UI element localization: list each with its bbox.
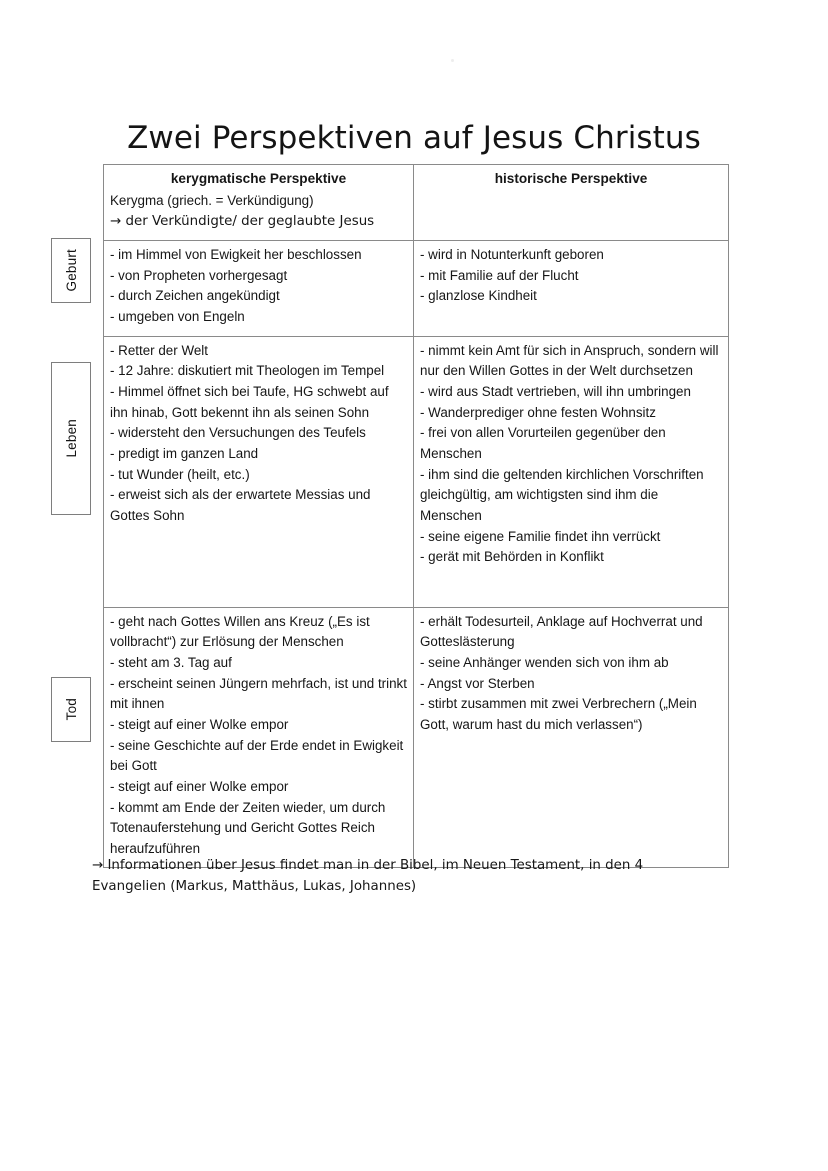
- list-item: - im Himmel von Ewigkeit her beschlossen: [110, 247, 362, 263]
- list-item: - umgeben von Engeln: [110, 309, 245, 325]
- cell-tod-historical: [414, 607, 729, 868]
- list-item: - Himmel öffnet sich bei Taufe, HG schwebt auf ihn hinab, Gott bekennt ihn als seinen Sohn: [110, 384, 389, 420]
- list-item: - 12 Jahre: diskutiert mit Theologen im Tempel: [110, 363, 385, 379]
- list-item: - steigt auf einer Wolke empor: [110, 778, 289, 794]
- list-item: - erscheint seinen Jüngern mehrfach, ist und trinkt mit ihnen: [110, 675, 407, 712]
- list-item: - seine eigene Familie findet ihn verrückt: [420, 528, 661, 544]
- table-row-leben: [104, 336, 729, 607]
- list-item: - predigt im ganzen Land: [110, 445, 259, 461]
- list-item: - mit Familie auf der Flucht: [420, 267, 579, 283]
- page-title: Zwei Perspektiven auf Jesus Christus: [127, 119, 701, 156]
- side-label-geburt: [51, 238, 91, 303]
- cell-tod-kerygmatic: [104, 607, 414, 868]
- table-row-tod: [104, 607, 729, 868]
- side-label-geburt-text: Geburt: [63, 249, 79, 292]
- list-item: - glanzlose Kindheit: [420, 288, 537, 304]
- list-item: - Wanderprediger ohne festen Wohnsitz: [420, 404, 656, 420]
- kerygma-explanation-line: → der Verkündigte/ der geglaubte Jesus: [110, 213, 375, 229]
- list-tod-kerygmatic: [110, 612, 407, 860]
- list-item: - seine Anhänger wenden sich von ihm ab: [420, 655, 669, 671]
- list-geburt-kerygmatic: [110, 245, 407, 328]
- cell-geburt-historical: [414, 241, 729, 337]
- footnote-sources: → Informationen über Jesus findet man in der Bibel, im Neuen Testament, in den 4 Evangelien (Markus, Matthäus, Lukas, Johannes): [92, 858, 644, 895]
- list-item: - Retter der Welt: [110, 342, 208, 358]
- list-leben-kerygmatic: [110, 341, 407, 527]
- side-label-leben: [51, 362, 91, 515]
- list-item: - kommt am Ende der Zeiten wieder, um durch Totenauferstehung und Gericht Gottes Reich heraufzuführen: [110, 799, 386, 856]
- column-header-kerygmatic: kerygmatische Perspektive: [170, 171, 347, 186]
- side-label-tod-text: Tod: [63, 698, 79, 721]
- scan-artifact-dot: [451, 59, 454, 62]
- list-item: - seine Geschichte auf der Erde endet in Ewigkeit bei Gott: [110, 737, 404, 774]
- list-geburt-historical: [420, 245, 722, 307]
- list-item: - gerät mit Behörden in Konflikt: [420, 549, 604, 565]
- list-tod-historical: [420, 612, 722, 736]
- list-item: - ihm sind die geltenden kirchlichen Vorschriften gleichgültig, am wichtigsten sind ihm die Menschen: [420, 466, 704, 523]
- list-leben-historical: [420, 341, 722, 568]
- list-item: - nimmt kein Amt für sich in Anspruch, sondern will nur den Willen Gottes in der Welt durchsetzen: [420, 342, 719, 379]
- list-item: - stirbt zusammen mit zwei Verbrechern („Mein Gott, warum hast du mich verlassen“): [420, 696, 697, 732]
- table-row-geburt: [104, 241, 729, 337]
- list-item: - steigt auf einer Wolke empor: [110, 716, 289, 732]
- list-item: - widersteht den Versuchungen des Teufels: [110, 425, 366, 441]
- cell-leben-kerygmatic: [104, 336, 414, 607]
- list-item: - frei von allen Vorurteilen gegenüber den Menschen: [420, 425, 666, 461]
- list-item: - wird aus Stadt vertrieben, will ihn umbringen: [420, 384, 691, 400]
- list-item: - steht am 3. Tag auf: [110, 655, 232, 671]
- header-cell-kerygmatic: [104, 165, 414, 241]
- list-item: - wird in Notunterkunft geboren: [420, 247, 604, 263]
- list-item: - geht nach Gottes Willen ans Kreuz („Es ist vollbracht“) zur Erlösung der Menschen: [110, 613, 370, 650]
- table-header-row: [104, 165, 729, 241]
- list-item: - erweist sich als der erwartete Messias und Gottes Sohn: [110, 487, 371, 523]
- perspectives-table: [103, 164, 729, 868]
- column-header-historical: historische Perspektive: [494, 171, 648, 186]
- side-label-leben-text: Leben: [63, 419, 79, 458]
- side-label-tod: [51, 677, 91, 742]
- cell-geburt-kerygmatic: [104, 241, 414, 337]
- list-item: - erhält Todesurteil, Anklage auf Hochverrat und Gotteslästerung: [420, 613, 703, 650]
- list-item: - tut Wunder (heilt, etc.): [110, 466, 250, 482]
- list-item: - durch Zeichen angekündigt: [110, 288, 280, 304]
- header-cell-historical: [414, 165, 729, 241]
- list-item: - von Propheten vorhergesagt: [110, 267, 288, 283]
- kerygma-definition-line: Kerygma (griech. = Verkündigung): [110, 192, 314, 208]
- cell-leben-historical: [414, 336, 729, 607]
- list-item: - Angst vor Sterben: [420, 675, 535, 691]
